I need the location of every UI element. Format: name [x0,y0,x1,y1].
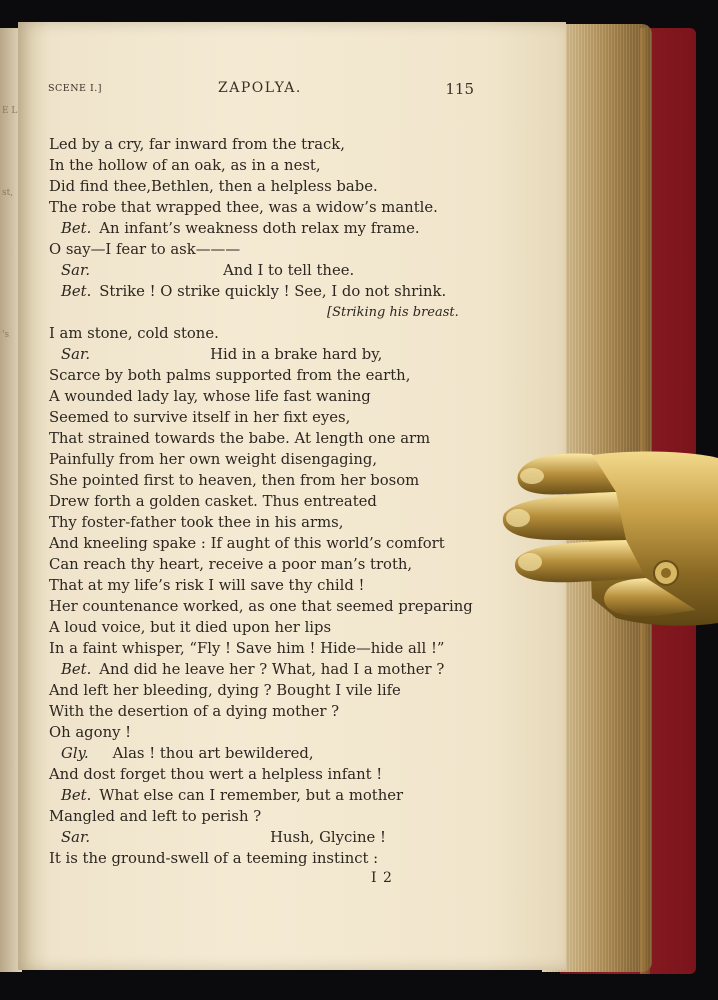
left-page-mark: st, [2,188,14,198]
verse-line [49,701,473,722]
verse-line [49,428,473,449]
verse-line [49,218,473,239]
verse-line [49,386,473,407]
line-text: A wounded lady lay, whose life fast waning [49,388,371,405]
speaker-name: Bet. [61,283,92,300]
verse-text [49,134,473,869]
line-text: Hid in a brake hard by, [210,346,383,363]
scene-label: SCENE I.] [48,83,102,94]
line-text: Led by a cry, far inward from the track, [49,136,345,153]
page-number: 115 [445,80,474,98]
verse-line [49,554,473,575]
verse-line [49,197,473,218]
stage-direction: [Striking his breast. [327,305,459,320]
line-text: Mangled and left to perish ? [49,808,262,825]
line-text: O say—I fear to ask——— [49,241,241,258]
verse-line [49,344,473,365]
verse-line [49,281,473,302]
line-text: Thy foster-father took thee in his arms, [49,514,344,531]
verse-line [49,617,473,638]
verse-line [49,575,473,596]
speaker-name: Bet. [61,787,92,804]
line-text: With the desertion of a dying mother ? [49,703,340,720]
verse-line [49,743,473,764]
line-text: In a faint whisper, “Fly ! Save him ! Hide—hide all !” [49,640,445,657]
verse-line [49,365,473,386]
line-text: I am stone, cold stone. [49,325,219,342]
left-page-mark: E L [2,106,18,116]
line-text: Painfully from her own weight disengaging, [49,451,378,468]
verse-line [49,638,473,659]
verse-line [49,785,473,806]
verse-line [49,491,473,512]
line-text: That at my life’s risk I will save thy child ! [49,577,365,594]
speaker-name: Sar. [61,829,91,846]
verse-line [49,155,473,176]
verse-line [49,302,473,323]
line-text: Seemed to survive itself in her fixt eyes, [49,409,351,426]
line-text: Alas ! thou art bewildered, [112,745,314,762]
verse-line [49,764,473,785]
verse-line [49,596,473,617]
verse-line [49,722,473,743]
verse-line [49,323,473,344]
line-text: That strained towards the babe. At length one arm [49,430,431,447]
line-text: Oh agony ! [49,724,132,741]
line-text: And did he leave her ? What, had I a mother ? [99,661,445,678]
verse-line [49,134,473,155]
line-text: Can reach thy heart, receive a poor man’s troth, [49,556,413,573]
verse-line [49,407,473,428]
verse-line [49,260,473,281]
line-text: And dost forget thou wert a helpless infant ! [49,766,383,783]
verse-line [49,470,473,491]
line-text: In the hollow of an oak, as in a nest, [49,157,321,174]
speaker-name: Bet. [61,661,92,678]
left-page-mark: 's [2,330,10,340]
line-text: An infant’s weakness doth relax my frame. [99,220,420,237]
line-text: It is the ground-swell of a teeming instinct : [49,850,379,867]
line-text: And left her bleeding, dying ? Bought I vile life [49,682,401,699]
brass-hand-page-holder-icon [496,448,718,630]
line-text: And kneeling spake : If aught of this world’s comfort [49,535,445,552]
verse-line [49,533,473,554]
line-text: She pointed first to heaven, then from her bosom [49,472,420,489]
line-text: Scarce by both palms supported from the earth, [49,367,411,384]
verse-line [49,680,473,701]
running-title: ZAPOLYA. [218,80,302,96]
line-text: Did find thee,Bethlen, then a helpless babe. [49,178,378,195]
speaker-name: Gly. [61,745,89,762]
printer-signature: I 2 [371,870,393,886]
line-text: Strike ! O strike quickly ! See, I do not shrink. [99,283,447,300]
speaker-name: Bet. [61,220,92,237]
speaker-name: Sar. [61,346,91,363]
verse-line [49,512,473,533]
line-text: A loud voice, but it died upon her lips [49,619,332,636]
verse-line [49,176,473,197]
line-text: The robe that wrapped thee, was a widow’s mantle. [49,199,438,216]
line-text: What else can I remember, but a mother [99,787,404,804]
verse-line [49,659,473,680]
page-header [48,80,474,100]
line-text: And I to tell thee. [223,262,355,279]
speaker-name: Sar. [61,262,91,279]
line-text: Drew forth a golden casket. Thus entreated [49,493,377,510]
verse-line [49,827,473,848]
line-text: Her countenance worked, as one that seemed preparing [49,598,473,615]
verse-line [49,449,473,470]
verse-line [49,239,473,260]
verse-line [49,806,473,827]
line-text: Hush, Glycine ! [270,829,386,846]
verse-line [49,848,473,869]
